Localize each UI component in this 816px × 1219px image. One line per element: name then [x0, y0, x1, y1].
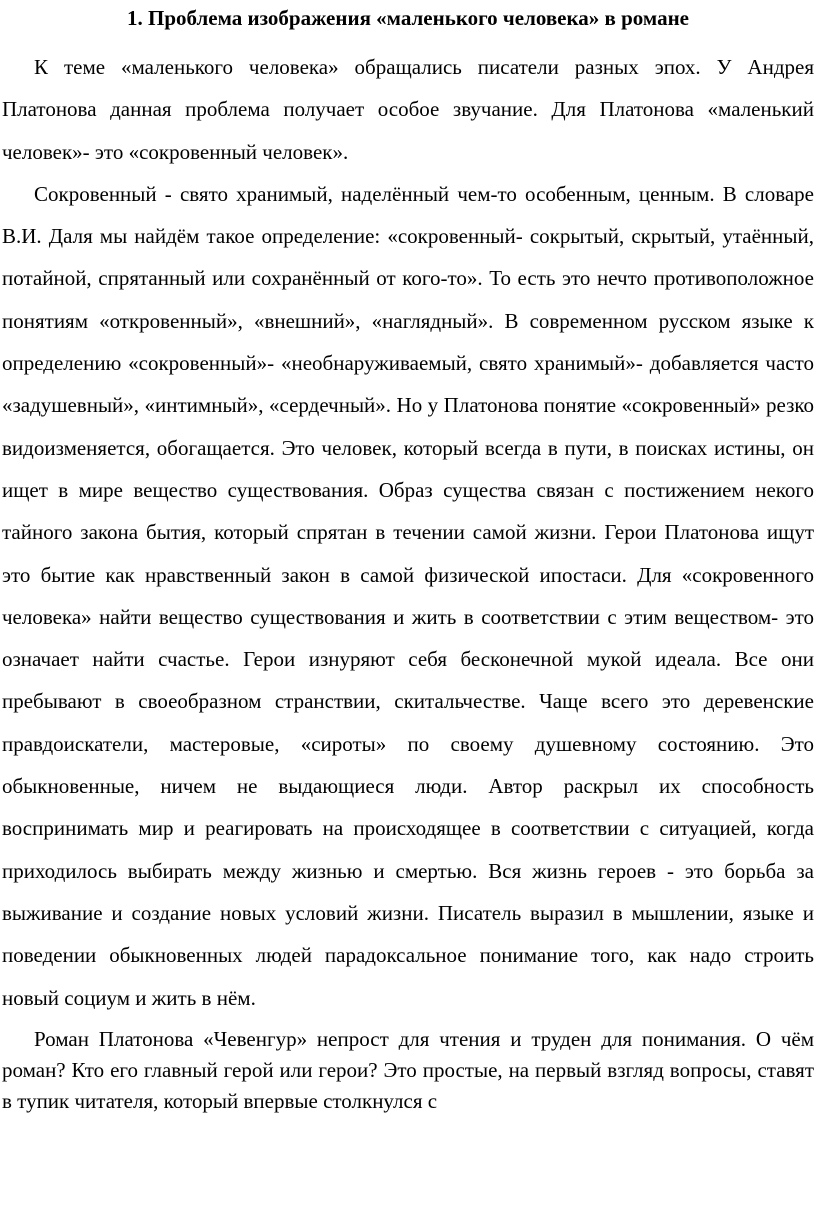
paragraph-definition: Сокровенный - свято хранимый, наделённый чем-то особенным, ценным. В словаре В.И. Даля мы найдём такое определение: «сокровенный- сокрытый, скрытый, утаённый, потайной, спрятанный или сохранённый от кого-то». То есть это нечто противоположное понятиям «откровенный», «внешний», «наглядный». В современном русском языке к определению «сокровенный»- «необнаруживаемый, свято хранимый»- добавляется часто «задушевный», «интимный», «сердечный». Но у Платонова понятие «сокровенный» резко видоизменяется, обогащается. Это человек, который всегда в пути, в поисках истины, он ищет в мире вещество существования. Образ существа связан с постижением некого тайного закона бытия, который спрятан в течении самой жизни. Герои Платонова ищут это бытие как нравственный закон в самой физической ипостаси. Для «сокровенного человека» найти вещество существования и жить в соответствии с этим веществом- это означает найти счастье. Герои изнуряют себя бесконечной мукой идеала. Все они пребывают в своеобразном странствии, скитальчестве. Чаще всего это деревенские правдоискатели, мастеровые, «сироты» по своему душевному состоянию. Это обыкновенные, ничем не выдающиеся люди. Автор раскрыл их способность воспринимать мир и реагировать на происходящее в соответствии с ситуацией, когда приходилось выбирать между жизнью и смертью. Вся жизнь героев - это борьба за выживание и создание новых условий жизни. Писатель выразил в мышлении, языке и поведении обыкновенных людей парадоксальное понимание того, как надо строить новый социум и жить в нём.: [2, 181, 814, 1010]
document-body: [2, 46, 814, 1117]
paragraph-chevengur: Роман Платонова «Чевенгур» непрост для чтения и труден для понимания. О чём роман? Кто его главный герой или герои? Это простые, на первый взгляд вопросы, ставят в тупик читателя, который впервые столкнулся с: [2, 1026, 814, 1113]
section-heading: 1. Проблема изображения «маленького человека» в романе: [127, 6, 689, 30]
paragraph-intro: К теме «маленького человека» обращались писатели разных эпох. У Андрея Платонова данная проблема получает особое звучание. Для Платонова «маленький человек»- это «сокровенный человек».: [2, 55, 814, 164]
